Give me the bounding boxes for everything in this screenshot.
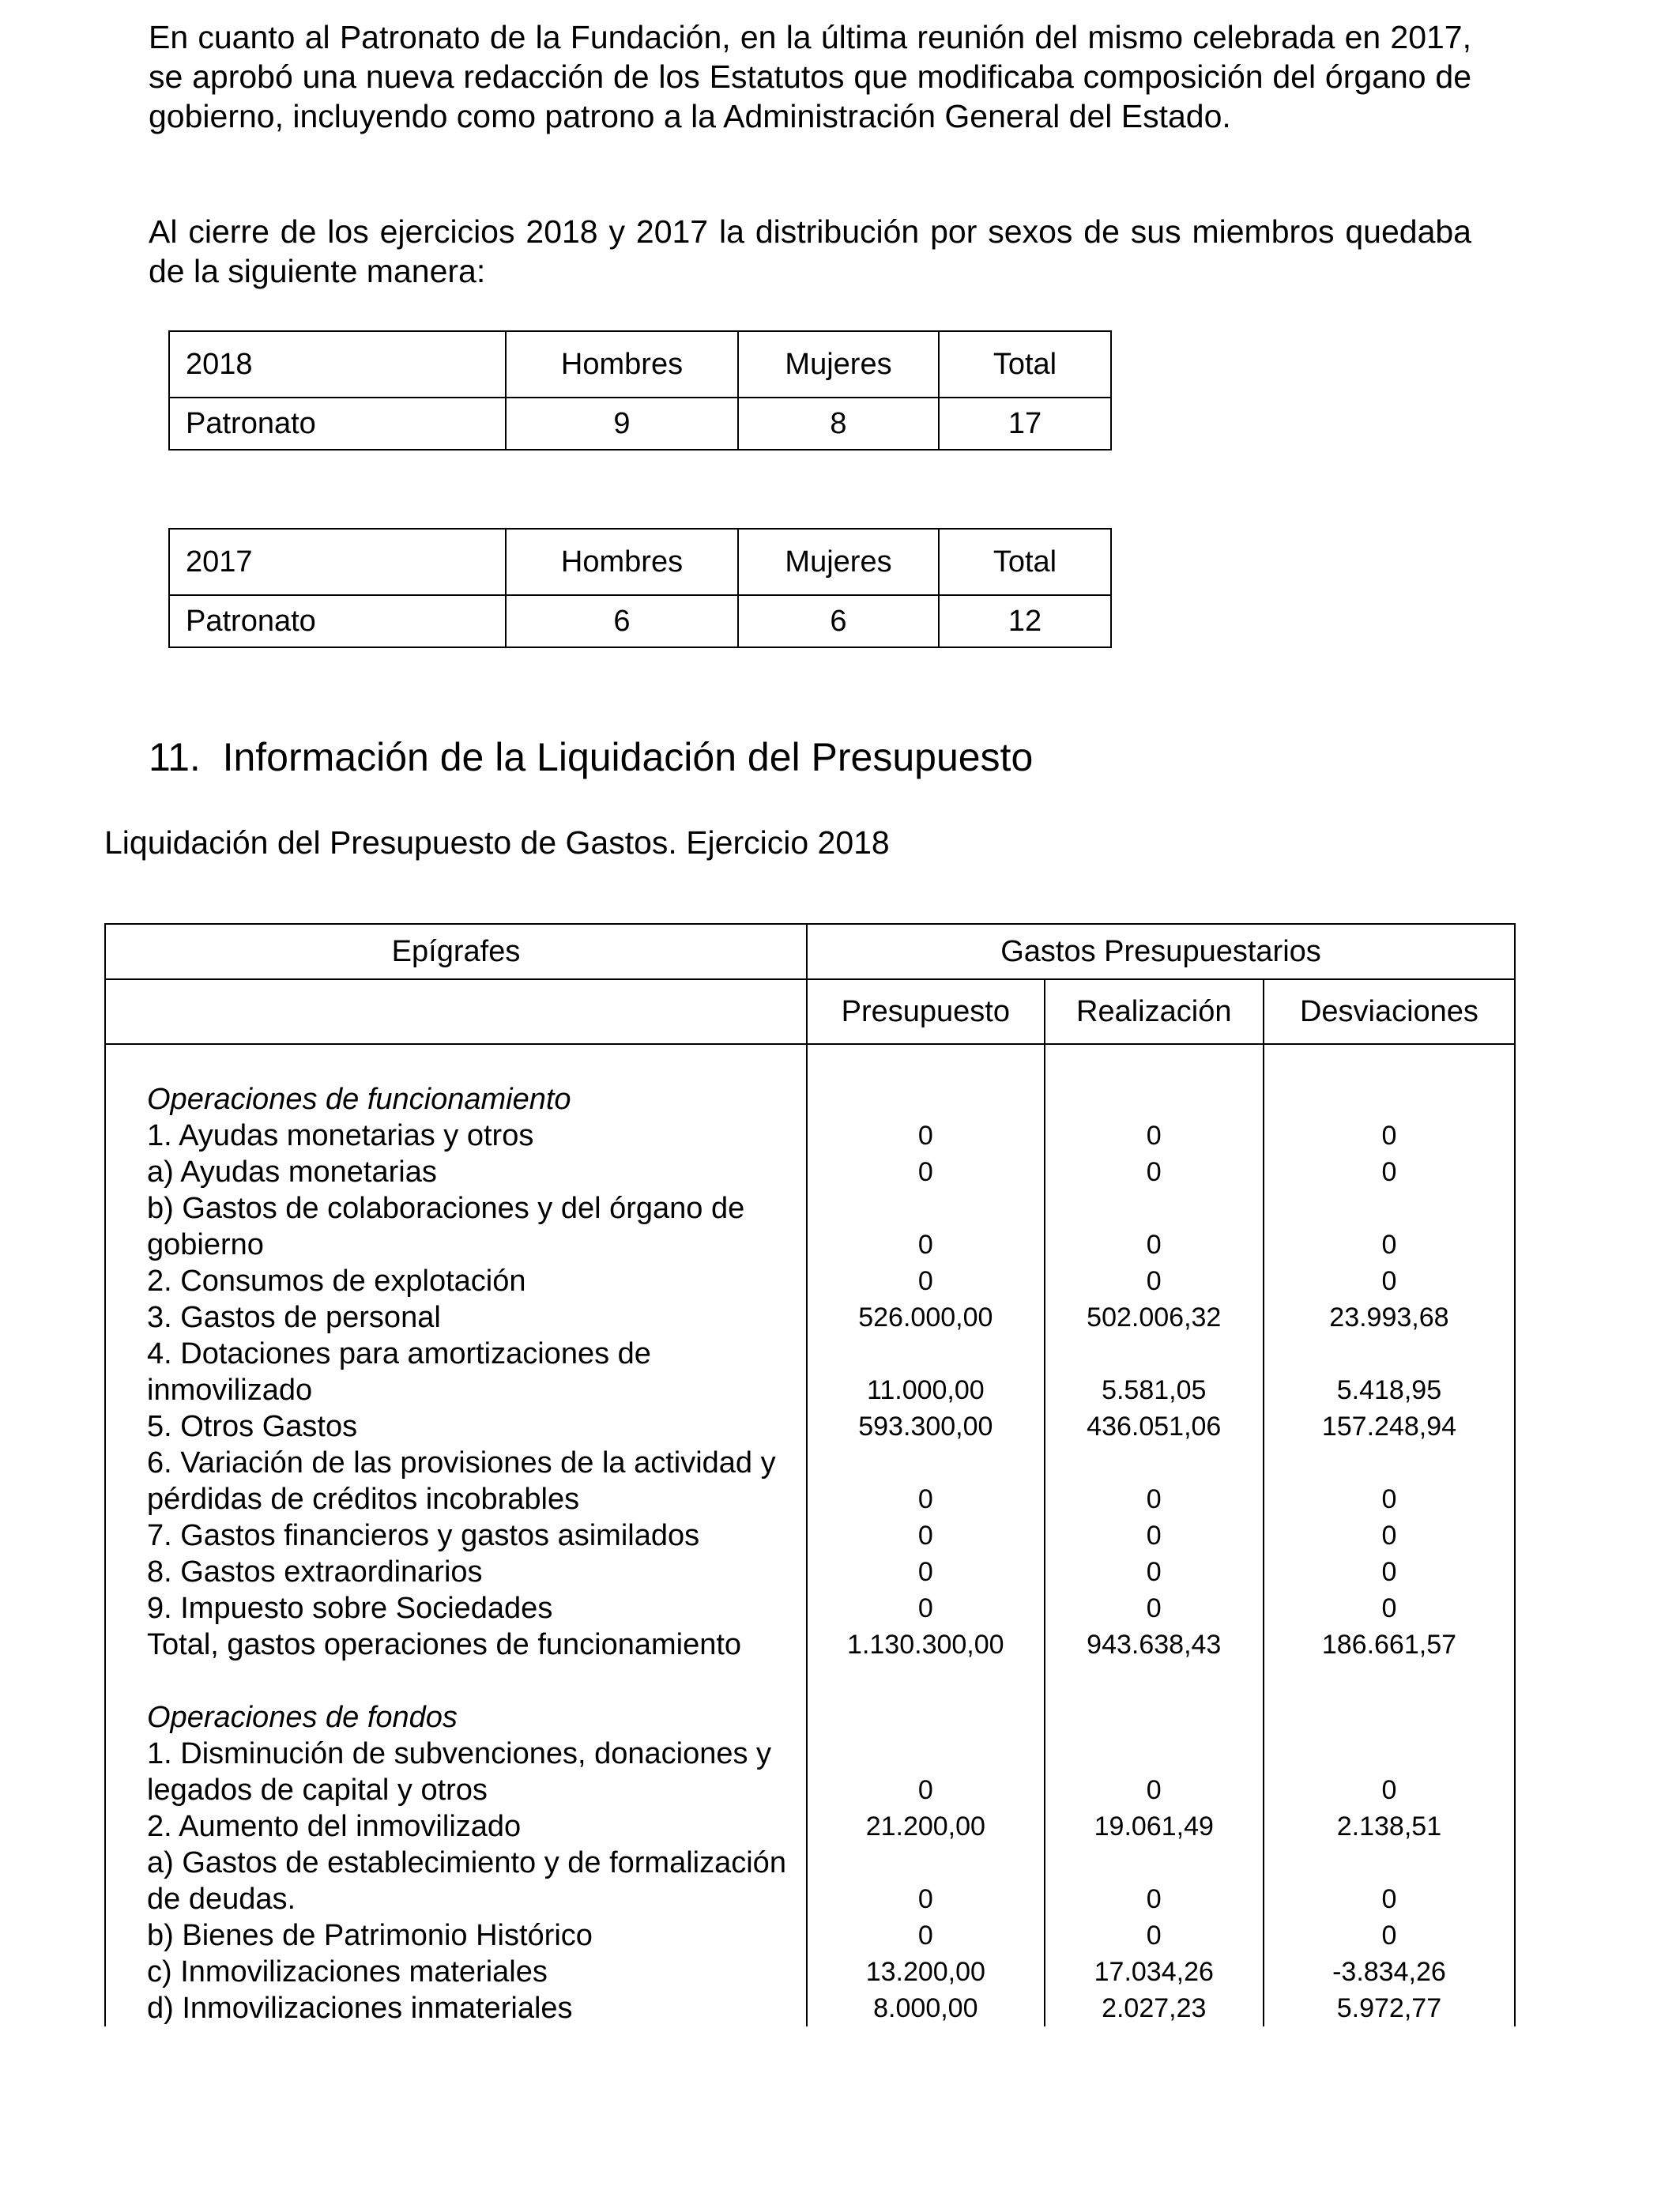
cell-realizacion: 17.034,26 [1045, 1954, 1264, 1990]
cell-presupuesto: 0 [807, 1263, 1045, 1299]
cell-hombres: 6 [506, 595, 738, 647]
table-row [105, 1154, 1515, 1190]
header-epigrafes: Epígrafes [105, 924, 807, 979]
row-label-patronato: Patronato [169, 595, 506, 647]
spacer-row [105, 1663, 1515, 1699]
cell-realizacion: 0 [1045, 1736, 1264, 1808]
column-header-desviaciones: Desviaciones [1264, 979, 1515, 1044]
column-header-total: Total [939, 331, 1111, 398]
cell-realizacion: 19.061,49 [1045, 1808, 1264, 1845]
cell-desviaciones: 0 [1264, 1263, 1515, 1299]
cell-desviaciones: 0 [1264, 1517, 1515, 1554]
cell-desviaciones: 5.972,77 [1264, 1990, 1515, 2026]
table-row [105, 1336, 1515, 1408]
cell-presupuesto: 8.000,00 [807, 1990, 1045, 2026]
section-title-row [105, 1081, 1515, 1118]
budget-subtitle: Liquidación del Presupuesto de Gastos. Ejercicio 2018 [104, 824, 890, 861]
cell-presupuesto: 1.130.300,00 [807, 1627, 1045, 1663]
section-title: Operaciones de funcionamiento [105, 1081, 807, 1118]
cell-realizacion: 0 [1045, 1263, 1264, 1299]
cell-desviaciones: 0 [1264, 1845, 1515, 1917]
table-row [105, 1118, 1515, 1154]
cell-total: 17 [939, 398, 1111, 450]
cell-desviaciones: 157.248,94 [1264, 1408, 1515, 1445]
row-label: 8. Gastos extraordinarios [105, 1554, 807, 1590]
cell-desviaciones: -3.834,26 [1264, 1954, 1515, 1990]
cell-desviaciones: 0 [1264, 1154, 1515, 1190]
cell-realizacion: 502.006,32 [1045, 1299, 1264, 1336]
gender-table-2017 [168, 528, 1112, 648]
cell-presupuesto: 13.200,00 [807, 1954, 1045, 1990]
table-row [105, 1736, 1515, 1808]
cell-presupuesto: 593.300,00 [807, 1408, 1045, 1445]
cell-realizacion: 0 [1045, 1517, 1264, 1554]
row-label: 3. Gastos de personal [105, 1299, 807, 1336]
row-label: a) Ayudas monetarias [105, 1154, 807, 1190]
table-year: 2018 [169, 331, 506, 398]
table-row [105, 1263, 1515, 1299]
table-row [105, 1590, 1515, 1627]
cell-realizacion: 0 [1045, 1845, 1264, 1917]
cell-presupuesto: 526.000,00 [807, 1299, 1045, 1336]
cell-realizacion: 0 [1045, 1590, 1264, 1627]
cell-desviaciones: 0 [1264, 1917, 1515, 1954]
section-number: 11. [149, 735, 201, 779]
row-label: d) Inmovilizaciones inmateriales [105, 1990, 807, 2026]
cell-desviaciones: 186.661,57 [1264, 1627, 1515, 1663]
row-label: 1. Ayudas monetarias y otros [105, 1118, 807, 1154]
section-title: Operaciones de fondos [105, 1699, 807, 1736]
cell-presupuesto: 21.200,00 [807, 1808, 1045, 1845]
table-row [105, 1845, 1515, 1917]
cell-realizacion: 0 [1045, 1917, 1264, 1954]
table-row [105, 1554, 1515, 1590]
cell-desviaciones: 0 [1264, 1736, 1515, 1808]
table-row [105, 1954, 1515, 1990]
row-label: a) Gastos de establecimiento y de formalización de deudas. [105, 1845, 807, 1917]
section-title-row [105, 1699, 1515, 1736]
cell-desviaciones: 0 [1264, 1190, 1515, 1263]
cell-realizacion: 5.581,05 [1045, 1336, 1264, 1408]
cell-realizacion: 943.638,43 [1045, 1627, 1264, 1663]
row-label: b) Gastos de colaboraciones y del órgano de gobierno [105, 1190, 807, 1263]
column-header-total: Total [939, 529, 1111, 595]
table-row [105, 1517, 1515, 1554]
row-label: 4. Dotaciones para amortizaciones de inmovilizado [105, 1336, 807, 1408]
budget-table-body [105, 1044, 1515, 2026]
table-year: 2017 [169, 529, 506, 595]
row-label: Total, gastos operaciones de funcionamiento [105, 1627, 807, 1663]
intro-paragraph-distribution: Al cierre de los ejercicios 2018 y 2017 la distribución por sexos de sus miembros quedaba de la siguiente manera: [149, 213, 1471, 289]
cell-desviaciones: 0 [1264, 1590, 1515, 1627]
cell-realizacion: 436.051,06 [1045, 1408, 1264, 1445]
cell-desviaciones: 23.993,68 [1264, 1299, 1515, 1336]
column-header-hombres: Hombres [506, 331, 738, 398]
cell-presupuesto: 0 [807, 1917, 1045, 1954]
header-blank [105, 979, 807, 1044]
cell-presupuesto: 0 [807, 1154, 1045, 1190]
table-row [105, 1299, 1515, 1336]
section-heading [149, 732, 1033, 782]
cell-realizacion: 0 [1045, 1554, 1264, 1590]
cell-presupuesto: 0 [807, 1118, 1045, 1154]
cell-desviaciones: 5.418,95 [1264, 1336, 1515, 1408]
cell-hombres: 9 [506, 398, 738, 450]
intro-paragraph-patronato: En cuanto al Patronato de la Fundación, en la última reunión del mismo celebrada en 2017, se aprobó una nueva redacción de los Estatutos que modificaba composición del órgano de gobierno, incluyendo como patrono a la Administración General del Estado. [149, 19, 1471, 134]
cell-presupuesto: 0 [807, 1845, 1045, 1917]
cell-presupuesto: 0 [807, 1736, 1045, 1808]
table-row [105, 1408, 1515, 1445]
column-header-mujeres: Mujeres [738, 331, 939, 398]
cell-presupuesto: 0 [807, 1590, 1045, 1627]
column-header-presupuesto: Presupuesto [807, 979, 1045, 1044]
header-gastos-presupuestarios: Gastos Presupuestarios [807, 924, 1515, 979]
column-header-hombres: Hombres [506, 529, 738, 595]
cell-desviaciones: 0 [1264, 1118, 1515, 1154]
row-label: 5. Otros Gastos [105, 1408, 807, 1445]
table-row [105, 1990, 1515, 2026]
section-title: Información de la Liquidación del Presupuesto [222, 735, 1034, 779]
row-label: 7. Gastos financieros y gastos asimilados [105, 1517, 807, 1554]
cell-presupuesto: 0 [807, 1190, 1045, 1263]
cell-presupuesto: 0 [807, 1445, 1045, 1517]
cell-realizacion: 0 [1045, 1445, 1264, 1517]
row-label: 2. Aumento del inmovilizado [105, 1808, 807, 1845]
table-row [105, 1917, 1515, 1954]
column-header-mujeres: Mujeres [738, 529, 939, 595]
budget-table [104, 923, 1516, 2026]
cell-realizacion: 2.027,23 [1045, 1990, 1264, 2026]
table-row [105, 1808, 1515, 1845]
cell-presupuesto: 0 [807, 1517, 1045, 1554]
gender-table-2018 [168, 330, 1112, 450]
cell-realizacion: 0 [1045, 1190, 1264, 1263]
row-label: b) Bienes de Patrimonio Histórico [105, 1917, 807, 1954]
cell-realizacion: 0 [1045, 1154, 1264, 1190]
table-row [105, 1627, 1515, 1663]
cell-total: 12 [939, 595, 1111, 647]
row-label: 2. Consumos de explotación [105, 1263, 807, 1299]
table-row [105, 1190, 1515, 1263]
cell-presupuesto: 0 [807, 1554, 1045, 1590]
row-label: 6. Variación de las provisiones de la actividad y pérdidas de créditos incobrables [105, 1445, 807, 1517]
table-row [105, 1445, 1515, 1517]
row-label-patronato: Patronato [169, 398, 506, 450]
cell-desviaciones: 0 [1264, 1554, 1515, 1590]
column-header-realizacion: Realización [1045, 979, 1264, 1044]
cell-presupuesto: 11.000,00 [807, 1336, 1045, 1408]
cell-desviaciones: 0 [1264, 1445, 1515, 1517]
spacer-row [105, 1044, 1515, 1081]
row-label: 1. Disminución de subvenciones, donaciones y legados de capital y otros [105, 1736, 807, 1808]
cell-mujeres: 6 [738, 595, 939, 647]
row-label: c) Inmovilizaciones materiales [105, 1954, 807, 1990]
cell-realizacion: 0 [1045, 1118, 1264, 1154]
cell-mujeres: 8 [738, 398, 939, 450]
row-label: 9. Impuesto sobre Sociedades [105, 1590, 807, 1627]
cell-desviaciones: 2.138,51 [1264, 1808, 1515, 1845]
